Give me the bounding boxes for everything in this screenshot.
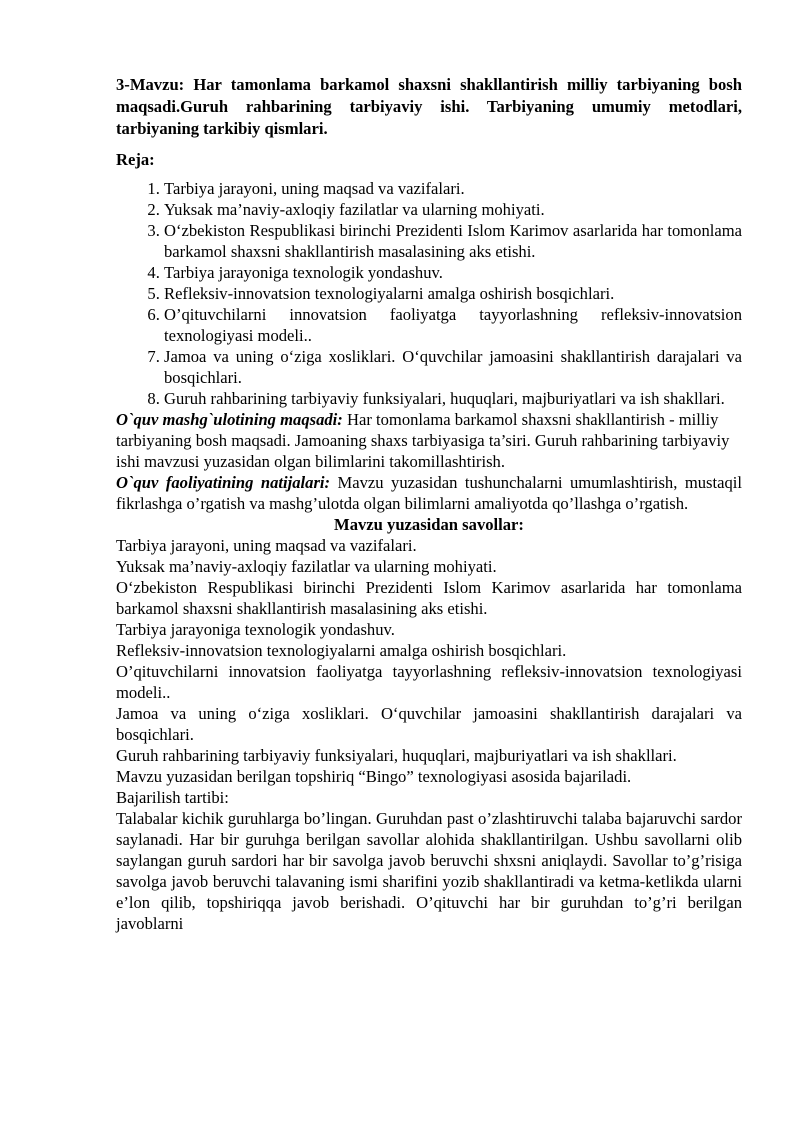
lesson-results-label: O`quv faoliyatining natijalari:	[116, 473, 331, 492]
plan-item: 7. Jamoa va uning o‘ziga xosliklari. O‘quvchilar jamoasini shakllantirish darajalari va bosqichlari.	[164, 346, 742, 388]
question-item: Refleksiv-innovatsion texnologiyalarni amalga oshirish bosqichlari.	[116, 641, 567, 660]
order-text: Talabalar kichik guruhlarga bo’lingan. Guruhdan past o’zlashtiruvchi talaba bajaruvchi sardor saylanadi. Har bir guruhga berilgan savollar alohida shakllantirilgan. Ushbu savollarni olib saylangan guruh sardori har bir savolga javob beruvchi shxsni aniqlaydi. Savollar to’g’risiga savolga javob beruvchi talavaning ismi sharifini yozib shakllantiradi va ketma-ketlikda ularni e’lon qilib, topshiriqqa javob berishadi. O’qituvchi har bir guruhdan to’g’ri berilgan javoblarni	[116, 809, 742, 933]
plan-item: 4. Tarbiya jarayoniga texnologik yondashuv.	[164, 262, 742, 283]
plan-item: 8. Guruh rahbarining tarbiyaviy funksiyalari, huquqlari, majburiyatlari va ish shakllari.	[164, 388, 742, 409]
document-page	[116, 74, 742, 934]
question-item: Yuksak ma’naviy-axloqiy fazilatlar va ularning mohiyati.	[116, 557, 497, 576]
plan-item: 1. Tarbiya jarayoni, uning maqsad va vazifalari.	[164, 178, 742, 199]
lesson-results	[116, 472, 742, 514]
question-item: O‘zbekiston Respublikasi birinchi Prezidenti Islom Karimov asarlarida har tomonlama barkamol shaxsni shakllantirish masalasining aks etishi.	[116, 578, 742, 618]
plan-item: 6. O’qituvchilarni innovatsion faoliyatga tayyorlashning refleksiv-innovatsion texnologiyasi modeli..	[164, 304, 742, 346]
plan-item: 2. Yuksak ma’naviy-axloqiy fazilatlar va ularning mohiyati.	[164, 199, 742, 220]
question-item: Tarbiya jarayoni, uning maqsad va vazifalari.	[116, 536, 417, 555]
lesson-results-text: Mavzu yuzasidan tushunchalarni umumlashtirish, mustaqil fikrlashga o’rgatish va mashg’ulotda olgan bilimlarni amaliyotda qo’llashga o’rgatish.	[116, 473, 742, 513]
question-item: Guruh rahbarining tarbiyaviy funksiyalari, huquqlari, majburiyatlari va ish shakllari.	[116, 746, 677, 765]
plan-item: 5. Refleksiv-innovatsion texnologiyalarni amalga oshirish bosqichlari.	[164, 283, 742, 304]
lesson-goal	[116, 409, 742, 472]
lesson-goal-label: O`quv mashg`ulotining maqsadi:	[116, 410, 343, 429]
questions-heading: Mavzu yuzasidan savollar:	[334, 515, 524, 534]
plan-list	[116, 178, 742, 409]
order-label: Bajarilish tartibi:	[116, 788, 229, 807]
bingo-line: Mavzu yuzasidan berilgan topshiriq “Bingo” texnologiyasi asosida bajariladi.	[116, 767, 632, 786]
plan-label: Reja:	[116, 150, 155, 169]
plan-item: 3. O‘zbekiston Respublikasi birinchi Prezidenti Islom Karimov asarlarida har tomonlama barkamol shaxsni shakllantirish masalasining aks etishi.	[164, 220, 742, 262]
document-title: 3-Mavzu: Har tamonlama barkamol shaxsni shakllantirish milliy tarbiyaning bosh maqsadi.Guruh rahbarining tarbiyaviy ishi. Tarbiyaning umumiy metodlari, tarbiyaning tarkibiy qismlari.	[116, 75, 742, 138]
lesson-goal-text: Har tomonlama barkamol shaxsni shakllantirish - milliy tarbiyaning bosh maqsadi. Jamoaning shaxs tarbiyasiga ta’siri. Guruh rahbarining tarbiyaviy ishi mavzusi yuzasidan olgan bilimlarini takomillashtirish.	[116, 410, 730, 471]
question-item: Jamoa va uning o‘ziga xosliklari. O‘quvchilar jamoasini shakllantirish darajalari va bosqichlari.	[116, 704, 742, 744]
question-item: O’qituvchilarni innovatsion faoliyatga tayyorlashning refleksiv-innovatsion texnologiyasi modeli..	[116, 662, 742, 702]
question-item: Tarbiya jarayoniga texnologik yondashuv.	[116, 620, 395, 639]
